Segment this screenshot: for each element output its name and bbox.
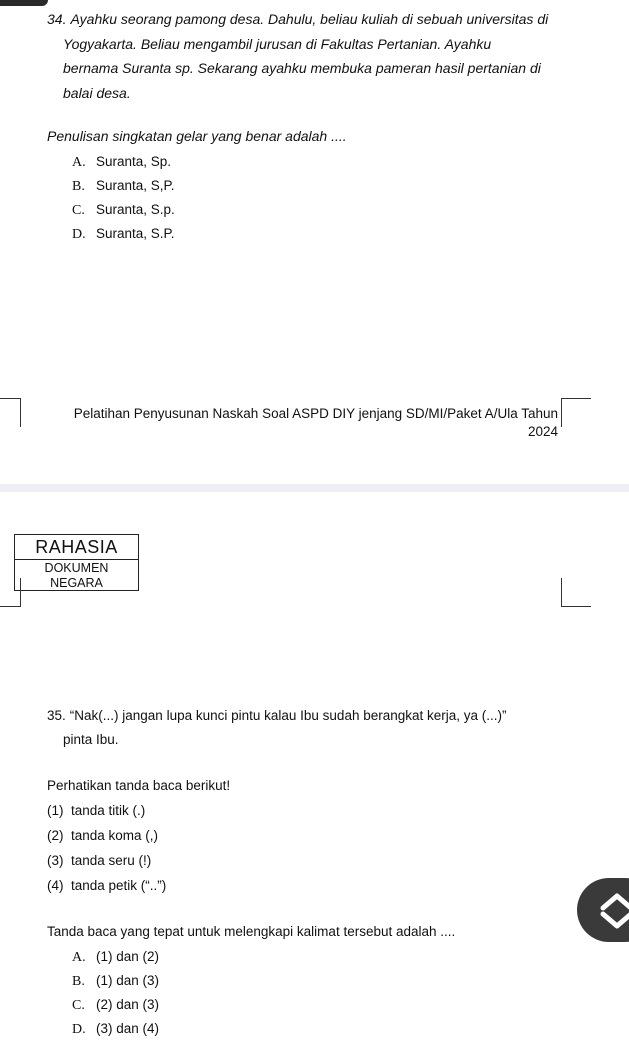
question-35-option-b[interactable] (72, 969, 159, 993)
question-34-option-a[interactable] (72, 150, 175, 174)
chevron-up-icon (603, 896, 629, 908)
item-number: (3) (47, 853, 64, 868)
option-letter: B. (72, 179, 85, 194)
question-34-stem (47, 7, 567, 105)
crop-mark-top-right (561, 578, 591, 607)
item-text: tanda petik (“..”) (71, 878, 167, 893)
question-35-option-a[interactable] (72, 945, 159, 969)
question-34-option-d[interactable] (72, 222, 175, 246)
question-35-items (47, 798, 166, 898)
question-35-line-1: “Nak(...) jangan lupa kunci pintu kalau Ibu sudah berangkat kerja, ya (...)” (69, 708, 507, 723)
list-item (47, 848, 166, 873)
rahasia-stamp (14, 534, 139, 591)
list-item (47, 798, 166, 823)
option-letter: D. (72, 1022, 86, 1037)
option-letter: A. (72, 155, 86, 170)
option-letter: B. (72, 974, 85, 989)
footer-line-1: Pelatihan Penyusunan Naskah Soal ASPD DIY jenjang SD/MI/Paket A/Ula Tahun (73, 406, 558, 421)
stamp-line-1: DOKUMEN (44, 561, 109, 575)
footer-line-2: 2024 (527, 424, 558, 439)
option-text: Suranta, S.p. (96, 202, 175, 217)
question-34-number: 34. (47, 11, 67, 27)
question-34-option-c[interactable] (72, 198, 175, 222)
stamp-line-2: NEGARA (50, 576, 103, 590)
option-letter: D. (72, 227, 86, 242)
question-34-option-b[interactable] (72, 174, 175, 198)
option-text: (1) dan (2) (96, 949, 160, 964)
crop-mark-top-left (0, 578, 21, 607)
item-number: (1) (47, 803, 64, 818)
item-text: tanda seru (!) (71, 853, 152, 868)
question-34-prompt: Penulisan singkatan gelar yang benar adalah .... (47, 128, 347, 144)
question-35-stem (47, 704, 567, 752)
question-34-line-2: Yogyakarta. Beliau mengambil jurusan di Fakultas Pertanian. Ayahku (63, 35, 492, 52)
question-35-option-d[interactable] (72, 1017, 159, 1041)
option-letter: A. (72, 950, 86, 965)
option-text: Suranta, Sp. (96, 154, 172, 169)
stamp-top-label: RAHASIA (15, 535, 138, 560)
page-separator (0, 484, 629, 492)
option-letter: C. (72, 203, 85, 218)
chevron-down-icon (603, 914, 629, 926)
list-item (47, 823, 166, 848)
question-34-line-3: bernama Suranta sp. Sekarang ayahku membuka pameran hasil pertanian di (63, 60, 541, 76)
option-text: (3) dan (4) (96, 1021, 160, 1036)
question-35-options (72, 945, 159, 1041)
list-item (47, 873, 166, 898)
page-footer (40, 405, 558, 441)
question-34-options (72, 150, 175, 246)
chevron-up-down-icon (597, 888, 629, 932)
question-35-intro: Perhatikan tanda baca berikut! (47, 778, 231, 793)
item-number: (2) (47, 828, 64, 843)
crop-mark-bottom-right (561, 398, 591, 427)
crop-mark-bottom-left (0, 398, 21, 427)
question-35-number: 35. (47, 708, 66, 723)
question-34-line-4: balai desa. (63, 84, 131, 101)
question-35-prompt: Tanda baca yang tepat untuk melengkapi kalimat tersebut adalah .... (47, 924, 456, 939)
option-text: (2) dan (3) (96, 997, 160, 1012)
question-34-line-1: Ayahku seorang pamong desa. Dahulu, beliau kuliah di sebuah universitas di (70, 11, 549, 27)
item-text: tanda koma (,) (71, 828, 159, 843)
question-35-line-2: pinta Ibu. (63, 732, 119, 747)
option-text: Suranta, S.P. (96, 226, 175, 241)
scroll-navigation-button[interactable] (577, 878, 629, 942)
item-number: (4) (47, 878, 64, 893)
top-edge-tab (0, 0, 48, 6)
question-35-option-c[interactable] (72, 993, 159, 1017)
option-letter: C. (72, 998, 85, 1013)
option-text: Suranta, S,P. (96, 178, 175, 193)
option-text: (1) dan (3) (96, 973, 160, 988)
item-text: tanda titik (.) (71, 803, 146, 818)
